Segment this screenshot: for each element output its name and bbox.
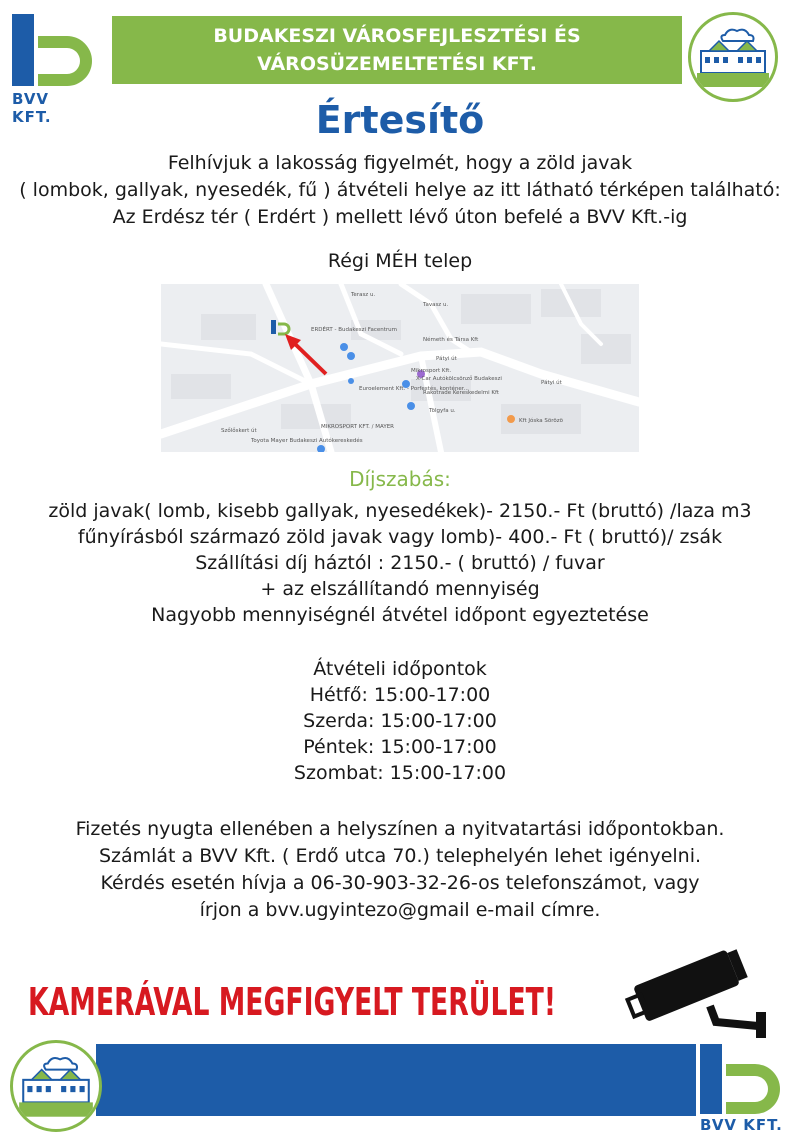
camera-warning: KAMERÁVAL MEGFIGYELT TERÜLET!: [28, 980, 557, 1024]
map-label-rakotrade: Rakotrade Kereskedelmi Kft: [423, 390, 499, 396]
banner-line-2: VÁROSÜZEMELTETÉSI KFT.: [257, 53, 537, 75]
map-label-tavasz: Tavasz u.: [423, 302, 449, 308]
map-label-terasz: Terasz u.: [351, 292, 376, 298]
map-label-erdert: ERDÉRT - Budakeszi Facentrum: [311, 327, 397, 333]
map-label-mikrosport-2: MIKROSPORT KFT. / MAYER: [321, 424, 395, 430]
contact-line-2: Számlát a BVV Kft. ( Erdő utca 70.) telephelyén lehet igényelni.: [98, 845, 702, 867]
footer-bar: [96, 1044, 696, 1116]
town-seal-icon: [10, 1040, 102, 1132]
bvv-logo: [700, 1044, 784, 1140]
pricing-line-4: + az elszállítandó mennyiség: [260, 578, 540, 600]
logo-text: BVV KFT.: [12, 90, 52, 126]
pricing-heading: Díjszabás:: [349, 467, 451, 491]
map-label-toyota: Toyota Mayer Budakeszi Autókereskedés: [251, 438, 363, 444]
pricing-line-5: Nagyobb mennyiségnél átvétel időpont egyeztetése: [151, 604, 649, 626]
page-title: Értesítő: [315, 98, 485, 142]
hours-line-4: Szombat: 15:00-17:00: [293, 762, 507, 784]
hours-line-3: Péntek: 15:00-17:00: [303, 736, 497, 758]
map-label-nemeth: Németh és Társa Kft: [423, 337, 479, 343]
hours-heading: Átvételi időpontok: [313, 658, 487, 680]
map-label-patyi-2: Pátyi út: [541, 380, 562, 386]
bvv-logo: [12, 14, 94, 126]
intro-line-3: Az Erdész tér ( Erdért ) mellett lévő úton befelé a BVV Kft.-ig: [112, 206, 688, 228]
map-label-tolgyfa: Tölgyfa u.: [429, 408, 456, 414]
place-name: Régi MÉH telep: [327, 250, 473, 272]
pricing-line-2: fűnyírásból származó zöld javak vagy lomb)- 400.- Ft ( bruttó)/ zsák: [77, 526, 723, 548]
intro-line-2: ( lombok, gallyak, nyesedék, fű ) átvételi helye az itt látható térképen található:: [19, 179, 781, 201]
banner-line-1: BUDAKESZI VÁROSFEJLESZTÉSI ÉS: [213, 25, 581, 47]
map-label-joska: Kft Jóska Sörözö: [519, 418, 564, 424]
location-map: [161, 284, 639, 452]
logo-text: BVV KFT.: [700, 1116, 783, 1134]
header-banner: [112, 16, 682, 84]
contact-line-3: Kérdés esetén hívja a 06-30-903-32-26-os telefonszámot, vagy: [100, 872, 700, 894]
intro-line-1: Felhívjuk a lakosság figyelmét, hogy a zöld javak: [167, 152, 633, 174]
town-seal-icon: [688, 12, 778, 102]
pricing-line-3: Szállítási díj háztól : 2150.- ( bruttó) / fuvar: [195, 552, 605, 574]
contact-line-1: Fizetés nyugta ellenében a helyszínen a nyitvatartási időpontokban.: [75, 818, 725, 840]
security-camera-icon: [618, 944, 778, 1040]
hours-line-2: Szerda: 15:00-17:00: [303, 710, 497, 732]
contact-line-4: írjon a bvv.ugyintezo@gmail e-mail címre.: [199, 899, 601, 921]
map-label-szoloskert: Szőlőskert út: [221, 428, 257, 434]
pricing-line-1: zöld javak( lomb, kisebb gallyak, nyesedékek)- 2150.- Ft (bruttó) /laza m3: [48, 500, 752, 522]
map-label-mikrosport: Mikrosport Kft.: [411, 368, 452, 374]
map-label-patyi-1: Pátyi út: [436, 356, 457, 362]
map-label-euroelement: Euroelement Kft. - Porfestés, konténer...: [359, 386, 469, 392]
map-label-xcar: X-Car Autókölcsönző Budakeszi: [416, 376, 502, 382]
hours-line-1: Hétfő: 15:00-17:00: [309, 684, 491, 706]
